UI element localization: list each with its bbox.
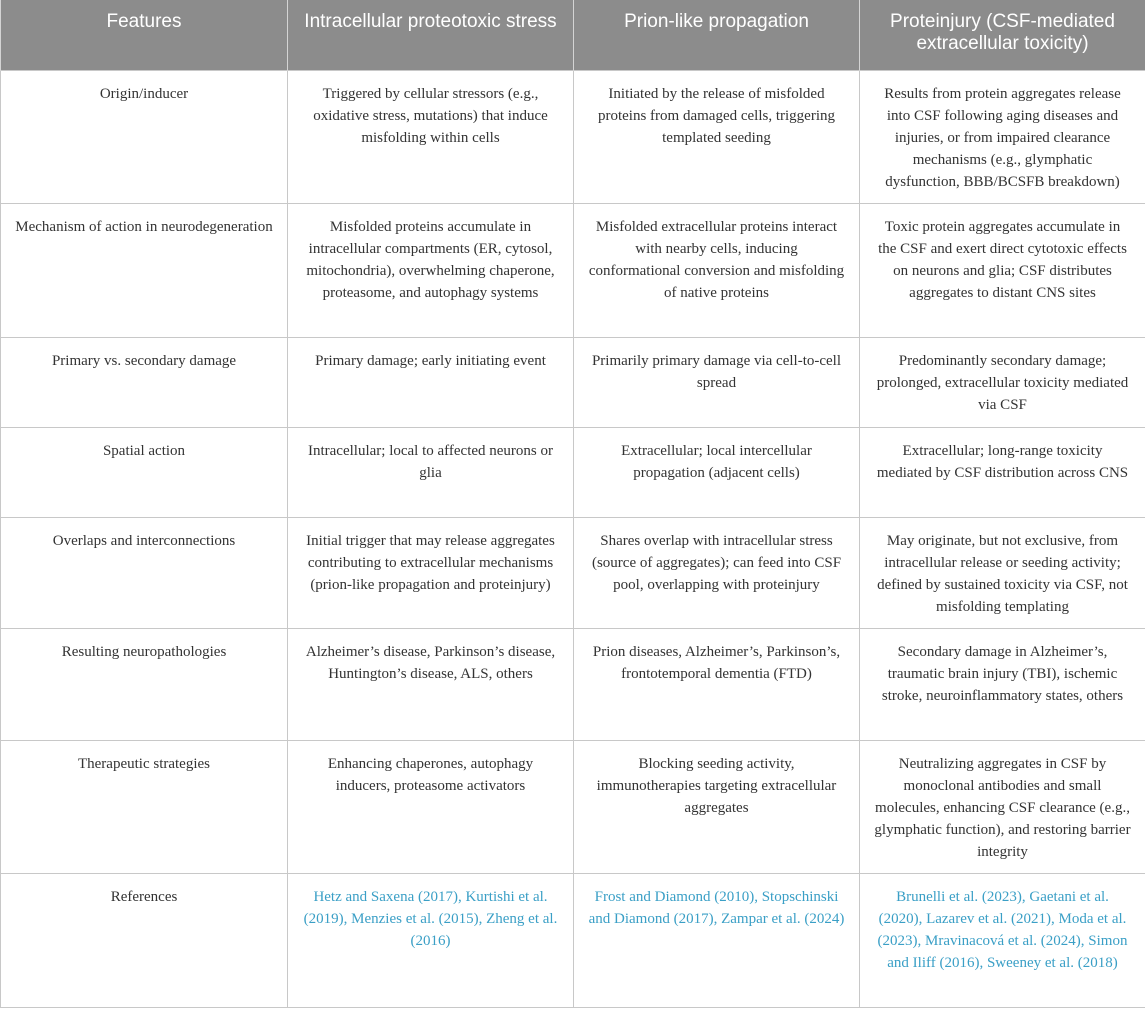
row-proteinjury: Results from protein aggregates release into CSF following aging diseases and injuries, or from impaired clearance mechanisms (e.g., glymphatic dysfunction, BBB/BCSFB breakdown) <box>860 70 1145 203</box>
row-feature: Therapeutic strategies <box>1 740 288 873</box>
table-row <box>1 740 1145 873</box>
row-intracellular: Intracellular; local to affected neurons or glia <box>288 427 574 517</box>
row-proteinjury: Secondary damage in Alzheimer’s, traumatic brain injury (TBI), ischemic stroke, neuroinflammatory states, others <box>860 628 1145 740</box>
table-row <box>1 70 1145 203</box>
row-feature: Origin/inducer <box>1 70 288 203</box>
row-intracellular: Primary damage; early initiating event <box>288 337 574 427</box>
row-proteinjury: May originate, but not exclusive, from intracellular release or seeding activity; defined by sustained toxicity via CSF, not misfolding templating <box>860 517 1145 628</box>
references-label: References <box>1 873 288 1007</box>
row-feature: Primary vs. secondary damage <box>1 337 288 427</box>
row-intracellular: Alzheimer’s disease, Parkinson’s disease, Huntington’s disease, ALS, others <box>288 628 574 740</box>
references-intracellular[interactable]: Hetz and Saxena (2017), Kurtishi et al. (2019), Menzies et al. (2015), Zheng et al. (2016) <box>288 873 574 1007</box>
references-proteinjury[interactable]: Brunelli et al. (2023), Gaetani et al. (2020), Lazarev et al. (2021), Moda et al. (2023), Mravinacová et al. (2024), Simon and Iliff (2016), Sweeney et al. (2018) <box>860 873 1145 1007</box>
row-prion: Misfolded extracellular proteins interact with nearby cells, inducing conformational conversion and misfolding of native proteins <box>574 203 860 337</box>
row-feature: Spatial action <box>1 427 288 517</box>
header-row <box>1 0 1145 70</box>
row-feature: Overlaps and interconnections <box>1 517 288 628</box>
row-intracellular: Initial trigger that may release aggregates contributing to extracellular mechanisms (prion-like propagation and proteinjury) <box>288 517 574 628</box>
row-prion: Blocking seeding activity, immunotherapies targeting extracellular aggregates <box>574 740 860 873</box>
row-intracellular: Enhancing chaperones, autophagy inducers, proteasome activators <box>288 740 574 873</box>
table-row <box>1 427 1145 517</box>
row-prion: Initiated by the release of misfolded proteins from damaged cells, triggering templated seeding <box>574 70 860 203</box>
row-intracellular: Triggered by cellular stressors (e.g., oxidative stress, mutations) that induce misfolding within cells <box>288 70 574 203</box>
row-prion: Primarily primary damage via cell-to-cell spread <box>574 337 860 427</box>
row-prion: Prion diseases, Alzheimer’s, Parkinson’s, frontotemporal dementia (FTD) <box>574 628 860 740</box>
table-row <box>1 203 1145 337</box>
header-intracellular: Intracellular proteotoxic stress <box>288 0 574 70</box>
row-proteinjury: Predominantly secondary damage; prolonged, extracellular toxicity mediated via CSF <box>860 337 1145 427</box>
row-prion: Shares overlap with intracellular stress (source of aggregates); can feed into CSF pool, overlapping with proteinjury <box>574 517 860 628</box>
row-proteinjury: Extracellular; long-range toxicity mediated by CSF distribution across CNS <box>860 427 1145 517</box>
table-row <box>1 628 1145 740</box>
table-row <box>1 337 1145 427</box>
references-prion[interactable]: Frost and Diamond (2010), Stopschinski and Diamond (2017), Zampar et al. (2024) <box>574 873 860 1007</box>
row-feature: Resulting neuropathologies <box>1 628 288 740</box>
references-row <box>1 873 1145 1007</box>
header-features: Features <box>1 0 288 70</box>
row-proteinjury: Toxic protein aggregates accumulate in the CSF and exert direct cytotoxic effects on neurons and glia; CSF distributes aggregates to distant CNS sites <box>860 203 1145 337</box>
header-prion: Prion-like propagation <box>574 0 860 70</box>
row-intracellular: Misfolded proteins accumulate in intracellular compartments (ER, cytosol, mitochondria), overwhelming chaperone, proteasome, and autophagy systems <box>288 203 574 337</box>
row-prion: Extracellular; local intercellular propagation (adjacent cells) <box>574 427 860 517</box>
table-row <box>1 517 1145 628</box>
row-feature: Mechanism of action in neurodegeneration <box>1 203 288 337</box>
header-proteinjury: Proteinjury (CSF-mediated extracellular toxicity) <box>860 0 1145 70</box>
row-proteinjury: Neutralizing aggregates in CSF by monoclonal antibodies and small molecules, enhancing CSF clearance (e.g., glymphatic function), and restoring barrier integrity <box>860 740 1145 873</box>
